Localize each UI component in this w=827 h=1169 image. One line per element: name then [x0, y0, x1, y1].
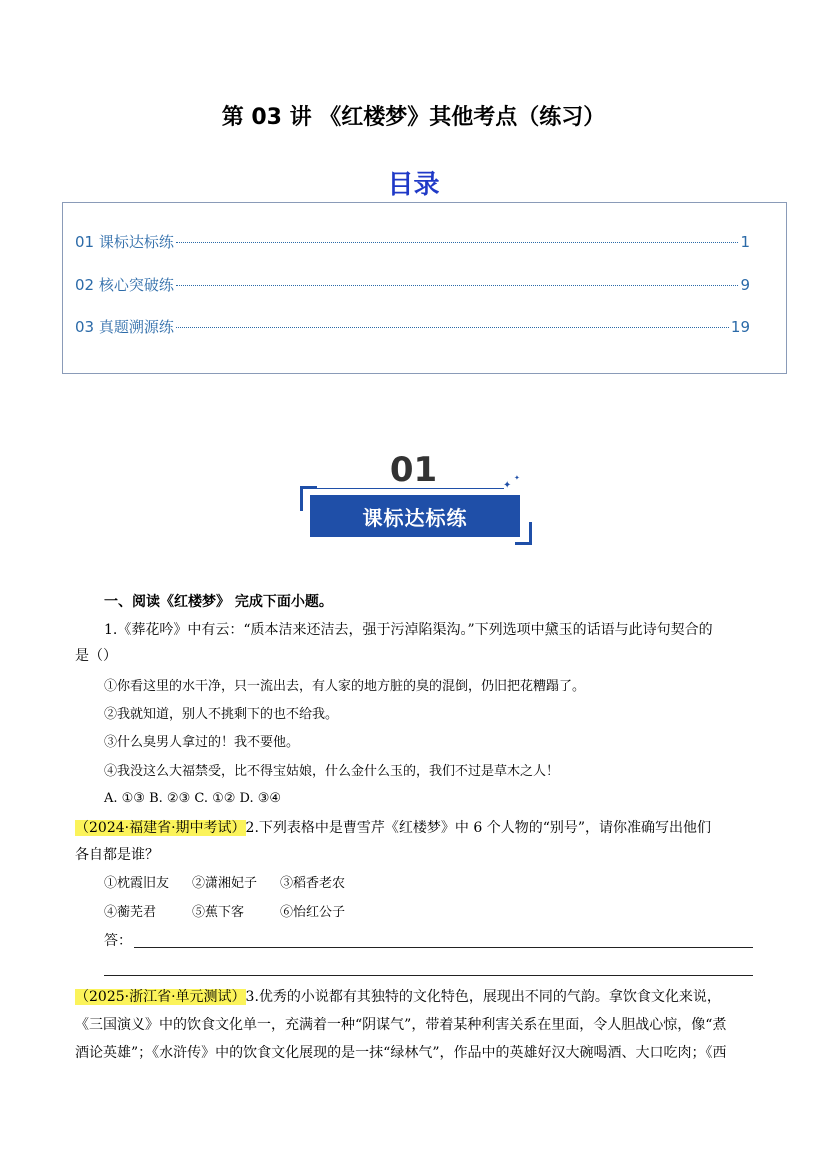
sparkle-icon: ✦ — [503, 480, 512, 491]
q2-stem-text: 2.下列表格中是曹雪芹《红楼梦》中 6 个人物的“别号”，请你准确写出他们 — [245, 820, 712, 836]
page-title: 第 03 讲 《红楼梦》其他考点（练习） — [221, 105, 606, 130]
q2-stem-cont: 各自都是谁？ — [75, 847, 159, 863]
part-heading: 一、阅读《红楼梦》 完成下面小题。 — [104, 594, 333, 610]
section-banner: 课标达标练 — [310, 495, 520, 537]
answer-line[interactable] — [134, 947, 753, 948]
q1-option: ④我没这么大福禁受，比不得宝姑娘，什么金什么玉的，我们不过是草木之人！ — [104, 764, 560, 779]
toc-item[interactable] — [75, 316, 750, 337]
sparkle-icon: ✦ — [514, 474, 520, 482]
alias-cell: ②潇湘妃子 — [192, 876, 258, 891]
alias-cell: ⑤蕉下客 — [192, 905, 245, 920]
toc-item-page: 9 — [740, 276, 750, 294]
table-of-contents — [62, 202, 787, 374]
q3-stem-cont: 酒论英雄”；《水浒传》中的饮食文化展现的是一抹“绿林气”，作品中的英雄好汉大碗喝酒、大口吃肉；《西 — [75, 1045, 727, 1061]
toc-heading: 目录 — [387, 170, 440, 200]
q1-option: ②我就知道，别人不挑剩下的也不给我。 — [104, 707, 339, 722]
toc-item-page: 19 — [730, 318, 750, 336]
toc-item-label: 01 课标达标练 — [75, 233, 174, 251]
alias-cell: ⑥怡红公子 — [280, 905, 346, 920]
toc-leader-dots — [176, 242, 738, 243]
q1-stem: 1.《葬花吟》中有云：“质本洁来还洁去，强于污淖陷渠沟。”下列选项中黛玉的话语与此诗句契合的 — [104, 622, 713, 638]
answer-line[interactable] — [104, 975, 753, 976]
q1-stem-cont: 是（） — [75, 648, 117, 664]
q1-option: ③什么臭男人拿过的！我不要他。 — [104, 735, 300, 750]
alias-cell: ③稻香老农 — [280, 876, 346, 891]
toc-item[interactable] — [75, 231, 750, 252]
toc-leader-dots — [176, 327, 729, 328]
answer-label: 答： — [104, 933, 132, 949]
toc-item-page: 1 — [740, 233, 750, 251]
q3-stem-cont: 《三国演义》中的饮食文化单一，充满着一种“阴谋气”，带着某种利害关系在里面，令人胆战心惊，像“煮 — [75, 1017, 727, 1033]
toc-leader-dots — [176, 285, 738, 286]
q3-stem — [75, 987, 721, 1007]
alias-cell: ④蘅芜君 — [104, 905, 157, 920]
toc-item-label: 03 真题溯源练 — [75, 318, 174, 336]
section-number: 01 — [389, 450, 438, 490]
alias-cell: ①枕霞旧友 — [104, 876, 170, 891]
source-tag: （2024·福建省·期中考试） — [75, 820, 246, 836]
q3-stem-text: 3.优秀的小说都有其独特的文化特色，展现出不同的气韵。拿饮食文化来说， — [245, 989, 721, 1005]
toc-item-label: 02 核心突破练 — [75, 276, 174, 294]
toc-item[interactable] — [75, 274, 750, 295]
q2-stem — [75, 818, 711, 838]
q1-option: ①你看这里的水干净，只一流出去，有人家的地方脏的臭的混倒，仍旧把花糟蹋了。 — [104, 679, 586, 694]
source-tag: （2025·浙江省·单元测试） — [75, 989, 246, 1005]
banner-top-line — [312, 488, 504, 489]
q1-choices: A. ①③ B. ②③ C. ①② D. ③④ — [104, 791, 282, 806]
